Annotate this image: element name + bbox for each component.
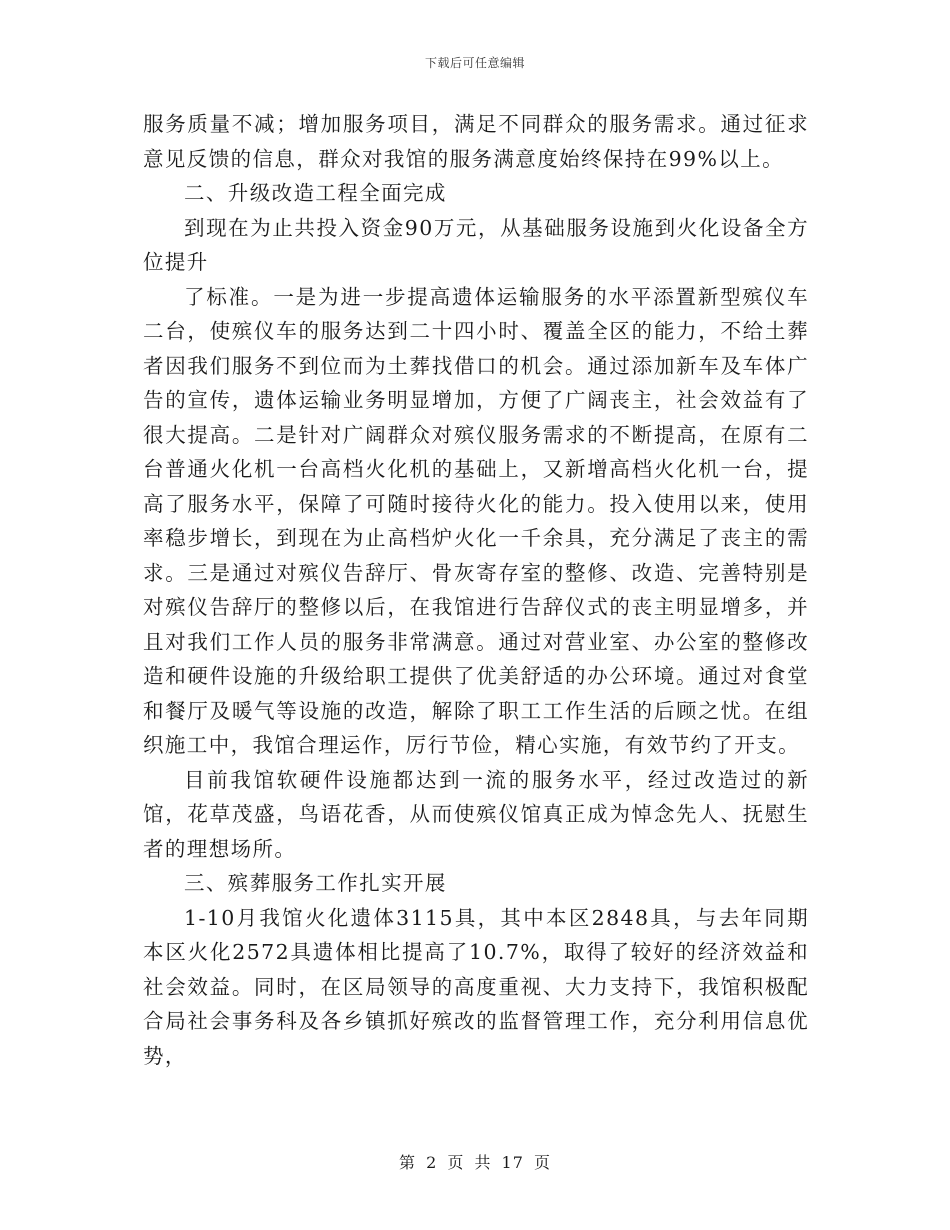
section-heading-upgrade: 二、升级改造工程全面完成 <box>184 181 447 205</box>
paragraph-facilities: 目前我馆软硬件设施都达到一流的服务水平，经过改造过的新馆，花草茂盛，鸟语花香，从而使殡仪馆真正成为悼念先人、抚慰生者的理想场所。 <box>143 767 809 861</box>
paragraph-investment: 到现在为止共投入资金90万元，从基础服务设施到火化设备全方位提升 <box>143 215 809 274</box>
page-number: 第 2 页 共 17 页 <box>399 1153 551 1172</box>
paragraph-upgrade-details: 了标准。一是为进一步提高遗体运输服务的水平添置新型殡仪车二台，使殡仪车的服务达到二十四小时、覆盖全区的能力，不给土葬者因我们服务不到位而为土葬找借口的机会。通过添加新车及车体广告的宣传，遗体运输业务明显增加，方便了广阔丧主，社会效益有了很大提高。二是针对广阔群众对殡仪服务需求的不断提高，在原有二台普通火化机一台高档火化机的基础上，又新增高档火化机一台，提高了服务水平，保障了可随时接待火化的能力。投入使用以来，使用率稳步增长，到现在为止高档炉火化一千余具，充分满足了丧主的需求。三是通过对殡仪告辞厅、骨灰寄存室的整修、改造、完善特别是对殡仪告辞厅的整修以后，在我馆进行告辞仪式的丧主明显增多，并且对我们工作人员的服务非常满意。通过对营业室、办公室的整修改造和硬件设施的升级给职工提供了优美舒适的办公环境。通过对食堂和餐厅及暖气等设施的改造，解除了职工工作生活的后顾之忧。在组织施工中，我馆合理运作，厉行节俭，精心实施，有效节约了开支。 <box>143 284 809 757</box>
section-heading-funeral-service: 三、殡葬服务工作扎实开展 <box>184 871 447 895</box>
document-body <box>143 107 809 1073</box>
page-header-note: 下载后可任意编辑 <box>424 56 525 70</box>
paragraph-cremation-stats: 1-10月我馆火化遗体3115具，其中本区2848具，与去年同期本区火化2572具遗体相比提高了10.7%，取得了较好的经济效益和社会效益。同时，在区局领导的高度重视、大力支持下，我馆积极配合局社会事务科及各乡镇抓好殡改的监督管理工作，充分利用信息优势， <box>143 905 809 1068</box>
paragraph-service-quality: 服务质量不减；增加服务项目，满足不同群众的服务需求。通过征求意见反馈的信息，群众对我馆的服务满意度始终保持在99%以上。 <box>143 112 809 171</box>
